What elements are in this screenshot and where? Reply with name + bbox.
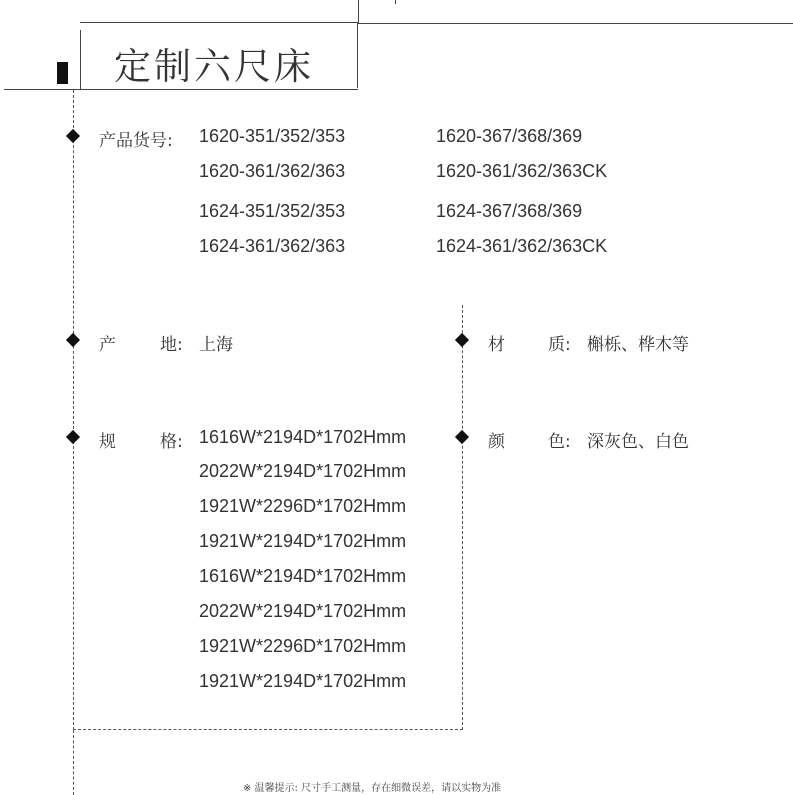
bottom-dashed-guide xyxy=(73,729,463,730)
product-no-1: 1620-351/352/353 xyxy=(199,126,346,146)
top-tick-line xyxy=(395,0,396,4)
product-no-8: 1624-361/362/363CK xyxy=(436,236,608,256)
spec-6: 2022W*2194D*1702Hmm xyxy=(199,601,407,621)
spec-7: 1921W*2296D*1702Hmm xyxy=(199,636,407,656)
color-label-second: 色: xyxy=(548,432,571,452)
material-label-first: 材 xyxy=(488,335,505,355)
bottom-left-dashed-guide xyxy=(73,730,74,795)
product-no-5: 1624-351/352/353 xyxy=(199,201,346,221)
color-label-first: 颜 xyxy=(488,432,505,452)
top-horizontal-line xyxy=(358,23,793,24)
spec-8: 1921W*2194D*1702Hmm xyxy=(199,671,407,691)
origin-value: 上海 xyxy=(199,335,233,355)
title-marker-bar xyxy=(57,62,68,84)
left-dashed-guide xyxy=(73,90,74,730)
spec-4: 1921W*2194D*1702Hmm xyxy=(199,531,407,551)
title-left-line xyxy=(80,30,81,90)
bullet-diamond xyxy=(455,333,469,347)
bullet-diamond xyxy=(66,333,80,347)
color-value: 深灰色、白色 xyxy=(587,432,689,452)
bullet-diamond xyxy=(66,430,80,444)
footnote: ※ 温馨提示: 尺寸手工测量，存在细微误差，请以实物为准 xyxy=(243,783,502,794)
spec-1: 1616W*2194D*1702Hmm xyxy=(199,427,407,447)
material-value: 槲栎、桦木等 xyxy=(587,335,689,355)
middle-dashed-guide xyxy=(462,305,463,730)
bullet-diamond xyxy=(66,129,80,143)
product-no-2: 1620-367/368/369 xyxy=(436,126,583,146)
product-no-label: 产品货号: xyxy=(99,131,173,151)
spec-3: 1921W*2296D*1702Hmm xyxy=(199,496,407,516)
product-no-7: 1624-361/362/363 xyxy=(199,236,346,256)
material-label-second: 质: xyxy=(548,335,571,355)
spec-5: 1616W*2194D*1702Hmm xyxy=(199,566,407,586)
top-vertical-line xyxy=(358,0,359,24)
spec-label-first: 规 xyxy=(99,432,116,452)
spec-2: 2022W*2194D*1702Hmm xyxy=(199,461,407,481)
product-no-3: 1620-361/362/363 xyxy=(199,161,346,181)
product-no-6: 1624-367/368/369 xyxy=(436,201,583,221)
spec-label-second: 格: xyxy=(160,432,183,452)
page-title: 定制六尺床 xyxy=(114,45,314,88)
bullet-diamond xyxy=(455,430,469,444)
product-no-4: 1620-361/362/363CK xyxy=(436,161,608,181)
origin-label-second: 地: xyxy=(160,335,183,355)
origin-label-first: 产 xyxy=(99,335,116,355)
